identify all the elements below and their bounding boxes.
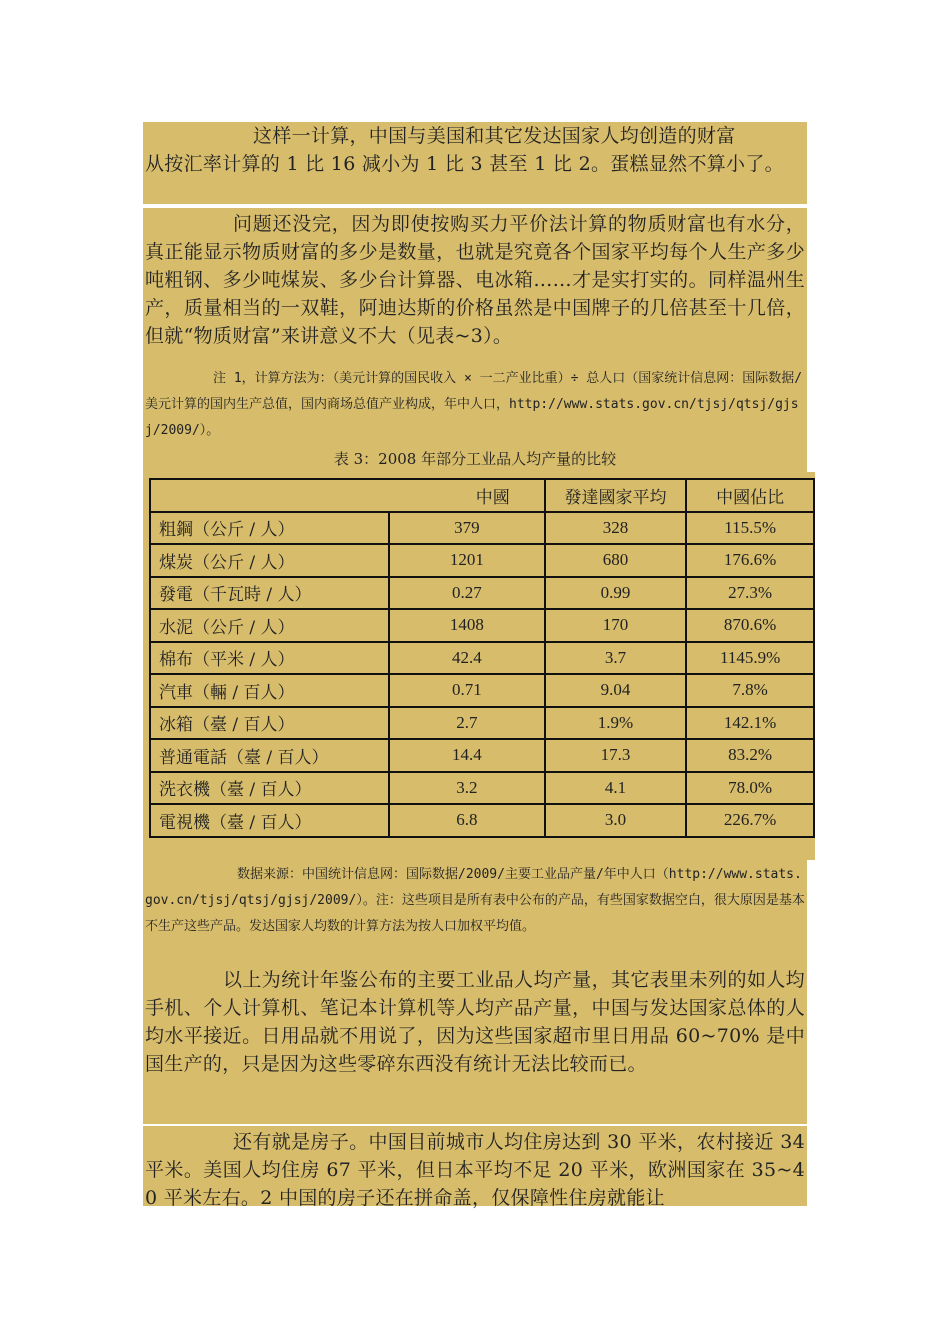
- paragraph-1-block: [143, 122, 807, 178]
- row-label-cell: 汽車（輛 / 百人）: [150, 674, 389, 707]
- source-note: 数据来源：中国统计信息网：国际数据/2009/主要工业品产量/年中人口（http://www.stats.gov.cn/tjsj/qtsj/gjsj/2009/）。注：这些项目是所有表中公布的产品，有些国家数据空白，很大原因是基本不生产这些产品。发达国家人均数的计算方法为按人口加权平均值。: [145, 867, 805, 934]
- value-cell: 3.0: [545, 804, 687, 837]
- table-row: [150, 707, 814, 740]
- row-label-cell: 發電（千瓦時 / 人）: [150, 577, 389, 610]
- value-cell: 14.4: [389, 739, 545, 772]
- paragraph-4-block: [143, 1126, 807, 1209]
- value-cell: 27.3%: [686, 577, 814, 610]
- row-label-cell: 煤炭（公斤 / 人）: [150, 544, 389, 577]
- row-label-cell: 棉布（平米 / 人）: [150, 642, 389, 675]
- paragraph-3-block: [143, 964, 807, 1098]
- row-label-cell: 普通電話（臺 / 百人）: [150, 739, 389, 772]
- industrial-output-table: [149, 478, 815, 838]
- value-cell: 78.0%: [686, 772, 814, 805]
- value-cell: 170: [545, 609, 687, 642]
- table-row: [150, 544, 814, 577]
- table-header-cell: 發達國家平均: [545, 479, 687, 512]
- row-label-cell: 冰箱（臺 / 百人）: [150, 707, 389, 740]
- value-cell: 226.7%: [686, 804, 814, 837]
- value-cell: 17.3: [545, 739, 687, 772]
- value-cell: 0.99: [545, 577, 687, 610]
- value-cell: 4.1: [545, 772, 687, 805]
- table-container: [143, 472, 815, 860]
- table-caption-block: [143, 446, 807, 472]
- blank-highlight-line: [143, 178, 807, 204]
- paragraph-1-line-2: 从按汇率计算的 1 比 16 减小为 1 比 3 甚至 1 比 2。蛋糕显然不算小了。: [145, 153, 784, 175]
- table-row: [150, 804, 814, 837]
- value-cell: 328: [545, 512, 687, 545]
- value-cell: 7.8%: [686, 674, 814, 707]
- value-cell: 680: [545, 544, 687, 577]
- row-label-cell: 洗衣機（臺 / 百人）: [150, 772, 389, 805]
- value-cell: 9.04: [545, 674, 687, 707]
- blank-highlight-line-2: [143, 1096, 807, 1124]
- table-header-cell: [150, 479, 389, 512]
- row-label-cell: 粗鋼（公斤 / 人）: [150, 512, 389, 545]
- paragraph-4: 还有就是房子。中国目前城市人均住房达到 30 平米，农村接近 34 平米。美国人均住房 67 平米，但日本平均不足 20 平米，欧洲国家在 35~40 平米左右。2 中国的房子还在拼命盖，仅保障性住房就能让: [145, 1131, 805, 1209]
- value-cell: 1408: [389, 609, 545, 642]
- paragraph-2: 问题还没完，因为即使按购买力平价法计算的物质财富也有水分，真正能显示物质财富的多少是数量，也就是究竟各个国家平均每个人生产多少吨粗钢、多少吨煤炭、多少台计算器、电冰箱……才是实打实的。同样温州生产，质量相当的一双鞋，阿迪达斯的价格虽然是中国牌子的几倍甚至十几倍，但就“物质财富”来讲意义不大（见表~3）。: [145, 213, 805, 347]
- table-header-cell: 中國佔比: [686, 479, 814, 512]
- table-row: [150, 609, 814, 642]
- paragraph-1-line-1: 这样一计算，中国与美国和其它发达国家人均创造的财富: [253, 125, 736, 147]
- value-cell: 142.1%: [686, 707, 814, 740]
- value-cell: 115.5%: [686, 512, 814, 545]
- table-row: [150, 642, 814, 675]
- value-cell: 176.6%: [686, 544, 814, 577]
- paragraph-3: 以上为统计年鉴公布的主要工业品人均产量，其它表里未列的如人均手机、个人计算机、笔记本计算机等人均产品产量，中国与发达国家总体的人均水平接近。日用品就不用说了，因为这些国家超市里日用品 60~70% 是中国生产的，只是因为这些零碎东西没有统计无法比较而已。: [145, 969, 805, 1075]
- table-row: [150, 674, 814, 707]
- note-1: 注 1，计算方法为：（美元计算的国民收入 × 一二产业比重）÷ 总人口（国家统计信息网：国际数据/美元计算的国内生产总值，国内商场总值产业构成，年中人口，http://www.stats.gov.cn/tjsj/qtsj/gjsj/2009/）。: [145, 371, 803, 438]
- table-row: [150, 512, 814, 545]
- value-cell: 83.2%: [686, 739, 814, 772]
- paragraph-2-block: [143, 208, 807, 366]
- note-1-block: [143, 364, 807, 448]
- value-cell: 3.7: [545, 642, 687, 675]
- table-header-row: [150, 479, 814, 512]
- table-row: [150, 577, 814, 610]
- value-cell: 870.6%: [686, 609, 814, 642]
- table-row: [150, 739, 814, 772]
- value-cell: 3.2: [389, 772, 545, 805]
- value-cell: 6.8: [389, 804, 545, 837]
- value-cell: 2.7: [389, 707, 545, 740]
- value-cell: 0.27: [389, 577, 545, 610]
- row-label-cell: 水泥（公斤 / 人）: [150, 609, 389, 642]
- value-cell: 0.71: [389, 674, 545, 707]
- table-row: [150, 772, 814, 805]
- value-cell: 42.4: [389, 642, 545, 675]
- value-cell: 1201: [389, 544, 545, 577]
- value-cell: 1.9%: [545, 707, 687, 740]
- source-block: [143, 860, 807, 966]
- table-header-cell: 中國: [389, 479, 545, 512]
- value-cell: 1145.9%: [686, 642, 814, 675]
- table-caption: 表 3：2008 年部分工业品人均产量的比较: [333, 450, 617, 468]
- row-label-cell: 電視機（臺 / 百人）: [150, 804, 389, 837]
- table-bottom-strip: [150, 838, 815, 860]
- value-cell: 379: [389, 512, 545, 545]
